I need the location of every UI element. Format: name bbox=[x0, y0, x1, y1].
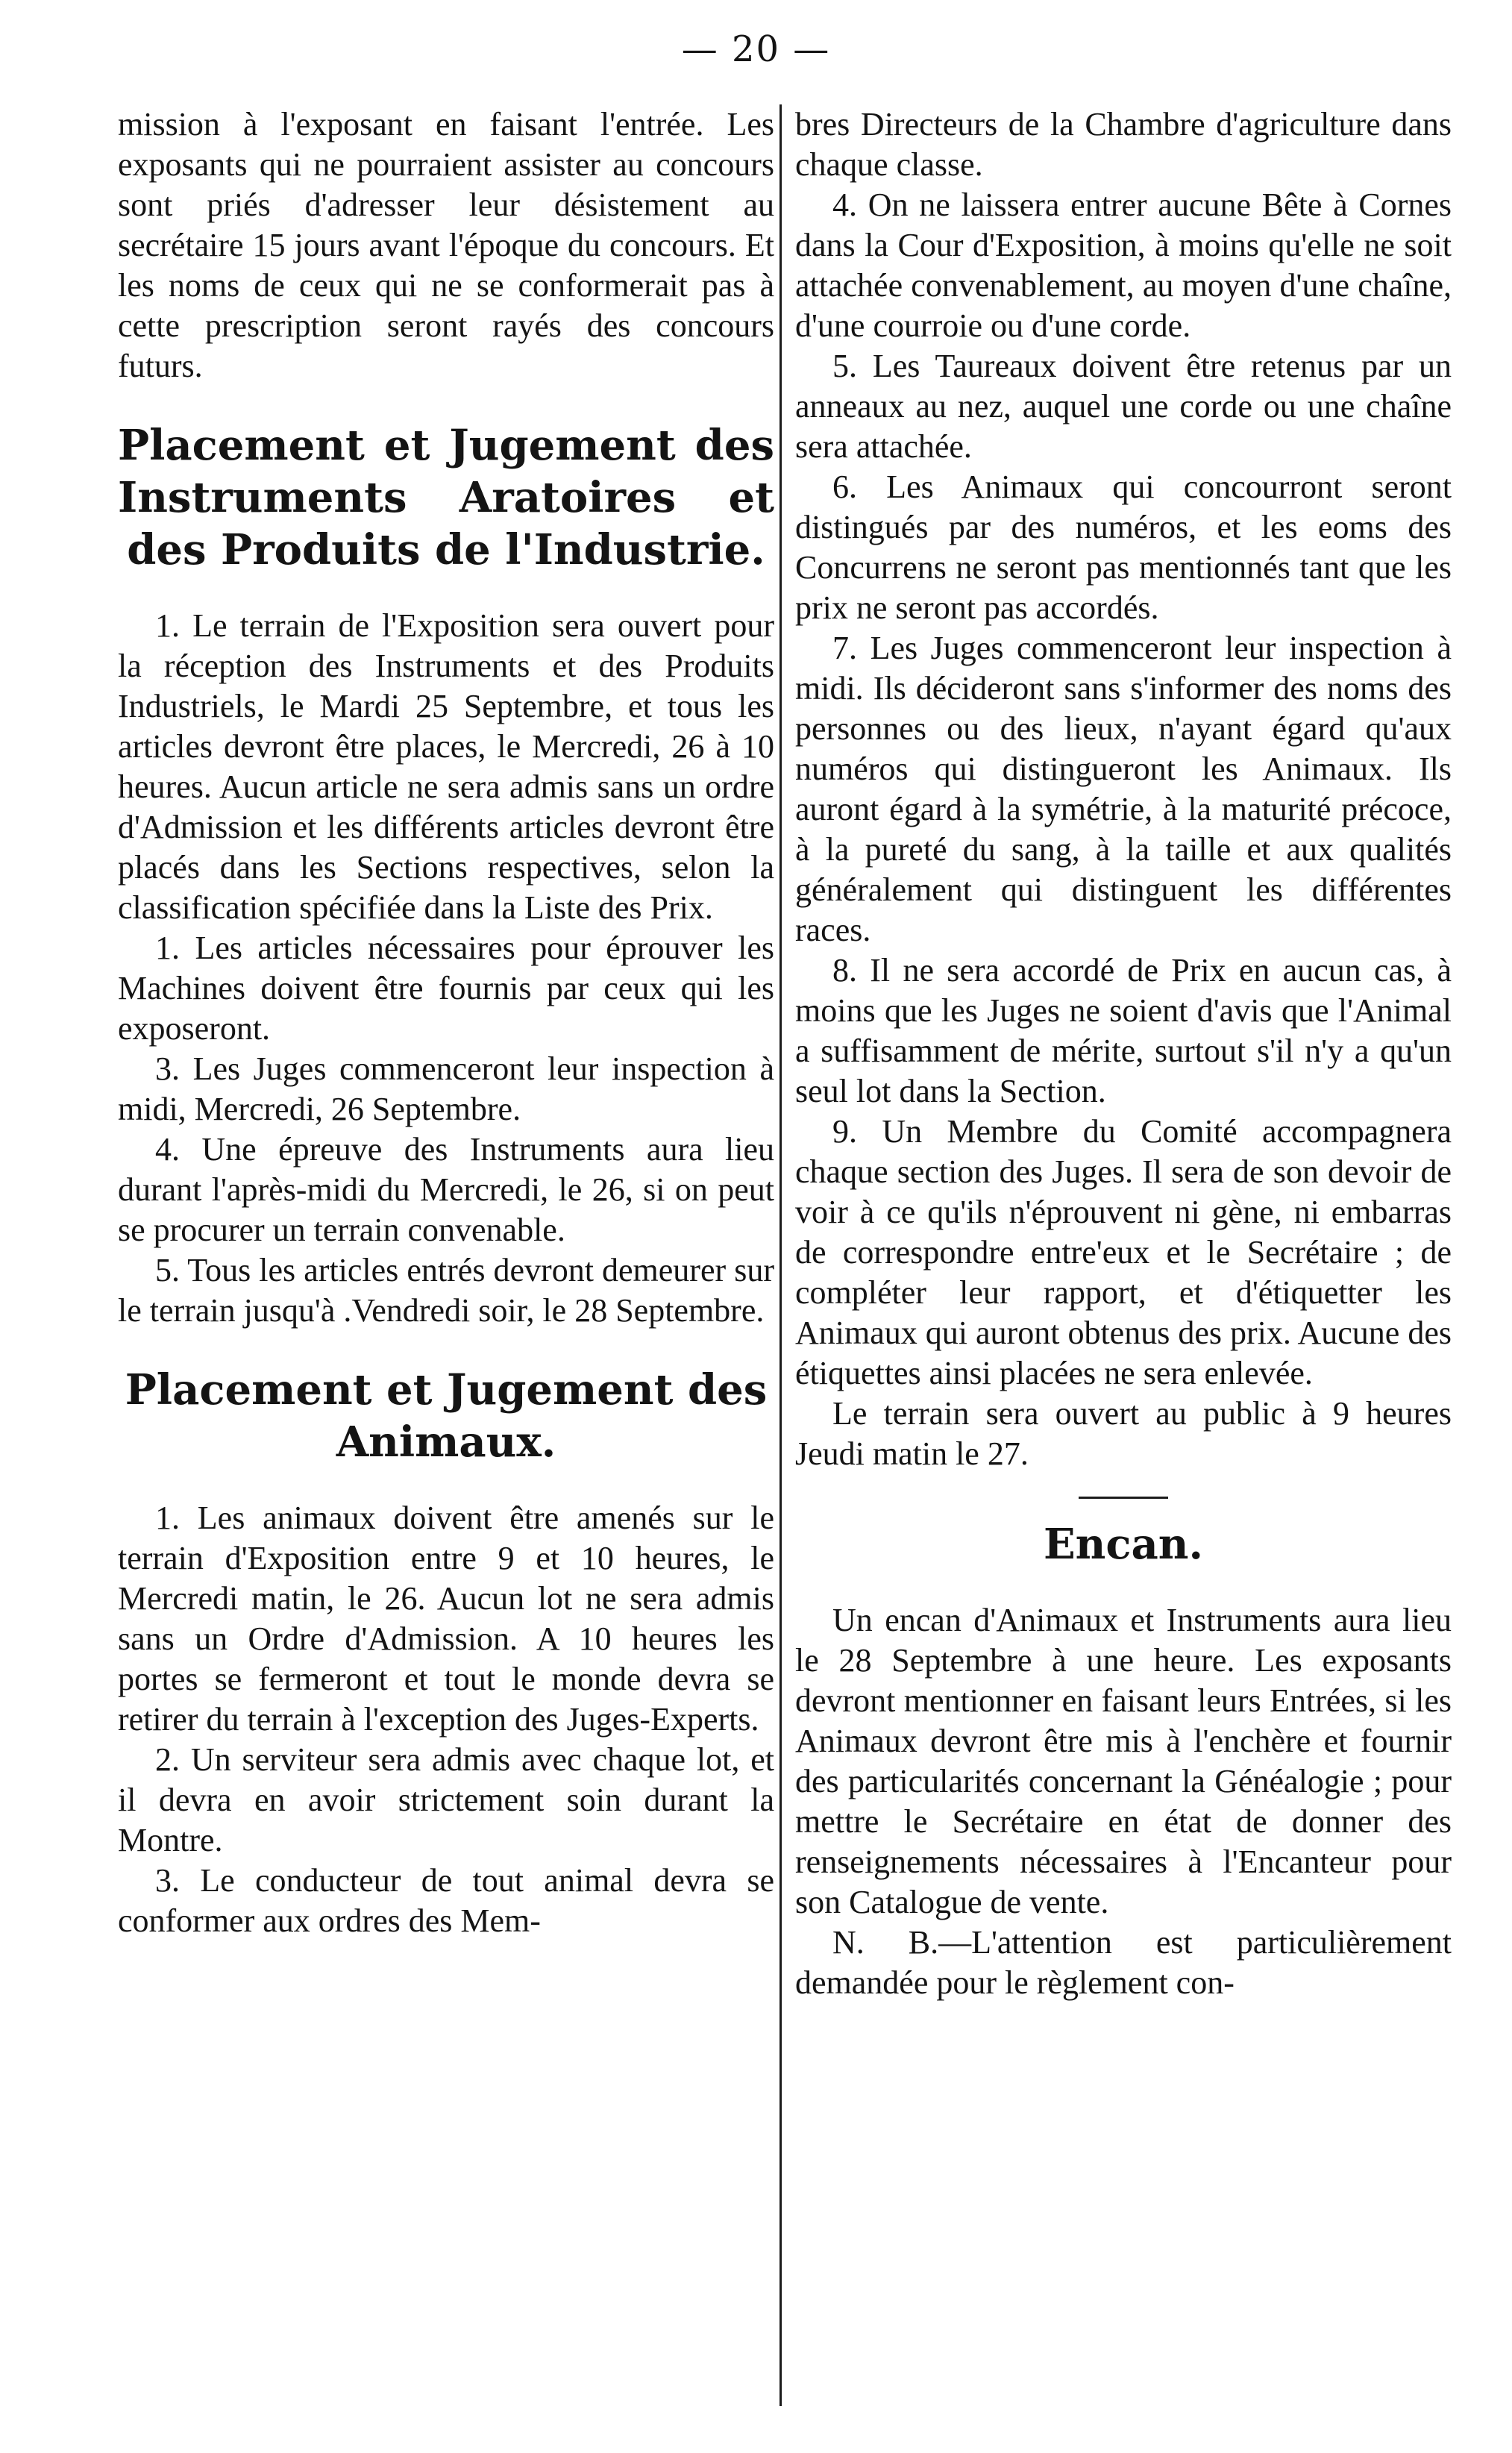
section-heading-encan: Encan. bbox=[1044, 1520, 1203, 1569]
animaux-rule-2: 2. Un serviteur sera admis avec chaque lot, et il devra en avoir strictement soin durant la Montre. bbox=[118, 1741, 774, 1858]
animaux-rule-8: 8. Il ne sera accordé de Prix en aucun cas, à moins que les Juges ne soient d'avis que l'Animal a suffisamment de mérite, surtout s'il n'y a qu'un seul lot dans la Section. bbox=[795, 952, 1452, 1109]
nota-bene-paragraph: N. B.—L'attention est particulièrement demandée pour le règlement con- bbox=[795, 1924, 1452, 2001]
public-opening-note: Le terrain sera ouvert au public à 9 heures Jeudi matin le 27. bbox=[795, 1395, 1452, 1472]
left-column bbox=[118, 104, 774, 1941]
left-continued-paragraph: mission à l'exposant en faisant l'entrée. Les exposants qui ne pourraient assister au concours sont priés d'adresser leur désistement au secrétaire 15 jours avant l'époque du concours. Et les noms de ceux qui ne se conformerait pas à cette prescription seront rayés des concours futurs. bbox=[118, 106, 774, 384]
section-heading-instruments: Placement et Jugement des Instruments Aratoires et des Produits de l'Industrie. bbox=[118, 421, 774, 574]
section-heading-animaux: Placement et Jugement des Animaux. bbox=[125, 1365, 768, 1467]
animaux-rule-1: 1. Les animaux doivent être amenés sur le terrain d'Exposition entre 9 et 10 heures, le Mercredi matin, le 26. Aucun lot ne sera admis sans un Ordre d'Admission. A 10 heures les portes se fermeront et tout le monde devra se retirer du terrain à l'exception des Juges-Experts. bbox=[118, 1500, 774, 1738]
instruments-rule-2: 1. Les articles nécessaires pour éprouver les Machines doivent être fournis par ceux qui les exposeront. bbox=[118, 930, 774, 1047]
instruments-rule-5: 5. Tous les articles entrés devront demeurer sur le terrain jusqu'à .Vendredi soir, le 28 Septembre. bbox=[118, 1252, 774, 1329]
animaux-rule-7: 7. Les Juges commenceront leur inspection à midi. Ils décideront sans s'informer des noms des personnes ou des lieux, n'ayant égard qu'aux numéros qui distingueront les Animaux. Ils auront égard à la symétrie, à la maturité précoce, à la pureté du sang, à la taille et aux qualités généralement qui distinguent les différentes races. bbox=[795, 630, 1452, 948]
column-divider bbox=[779, 104, 782, 2406]
instruments-rule-1: 1. Le terrain de l'Exposition sera ouvert pour la réception des Instruments et des Produits Industriels, le Mardi 25 Septembre, et tous les articles devront être places, le Mercredi, 26 à 10 heures. Aucun article ne sera admis sans un ordre d'Admission et les différents articles devront être placés dans les Sections respectives, selon la classification spécifiée dans la Liste des Prix. bbox=[118, 607, 774, 926]
animaux-rule-3: 3. Le conducteur de tout animal devra se conformer aux ordres des Mem- bbox=[118, 1862, 774, 1939]
animaux-rule-6: 6. Les Animaux qui concourront seront distingués par des numéros, et les eoms des Concurrens ne seront pas mentionnés tant que les prix ne seront pas accordés. bbox=[795, 469, 1452, 626]
page-number: — 20 — bbox=[681, 28, 831, 70]
instruments-rule-3: 3. Les Juges commenceront leur inspection à midi, Mercredi, 26 Septembre. bbox=[118, 1050, 774, 1127]
right-continued-paragraph: bres Directeurs de la Chambre d'agriculture dans chaque classe. bbox=[795, 106, 1452, 183]
right-column bbox=[795, 104, 1452, 2003]
animaux-rule-4: 4. On ne laissera entrer aucune Bête à Cornes dans la Cour d'Exposition, à moins qu'elle ne soit attachée convenablement, au moyen d'une chaîne, d'une courroie ou d'une corde. bbox=[795, 187, 1452, 344]
instruments-rule-4: 4. Une épreuve des Instruments aura lieu durant l'après-midi du Mercredi, le 26, si on peut se procurer un terrain convenable. bbox=[118, 1131, 774, 1248]
animaux-rule-9: 9. Un Membre du Comité accompagnera chaque section des Juges. Il sera de son devoir de voir à ce qu'ils n'éprouvent ni gène, ni embarras de correspondre entre'eux et le Secrétaire ; de compléter leur rapport, et d'étiquetter les Animaux qui auront obtenus des prix. Aucune des étiquettes ainsi placées ne sera enlevée. bbox=[795, 1113, 1452, 1391]
encan-paragraph: Un encan d'Animaux et Instruments aura lieu le 28 Septembre à une heure. Les exposants devront mentionner en faisant leurs Entrées, si les Animaux devront être mis à l'enchère et fournir des particularités concernant la Généalogie ; pour mettre le Secrétaire en état de donner des renseignements nécessaires à l'Encanteur pour son Catalogue de vente. bbox=[795, 1602, 1452, 1920]
animaux-rule-5: 5. Les Taureaux doivent être retenus par un anneaux au nez, auquel une corde ou une chaîne sera attachée. bbox=[795, 348, 1452, 465]
section-separator bbox=[1079, 1497, 1168, 1499]
